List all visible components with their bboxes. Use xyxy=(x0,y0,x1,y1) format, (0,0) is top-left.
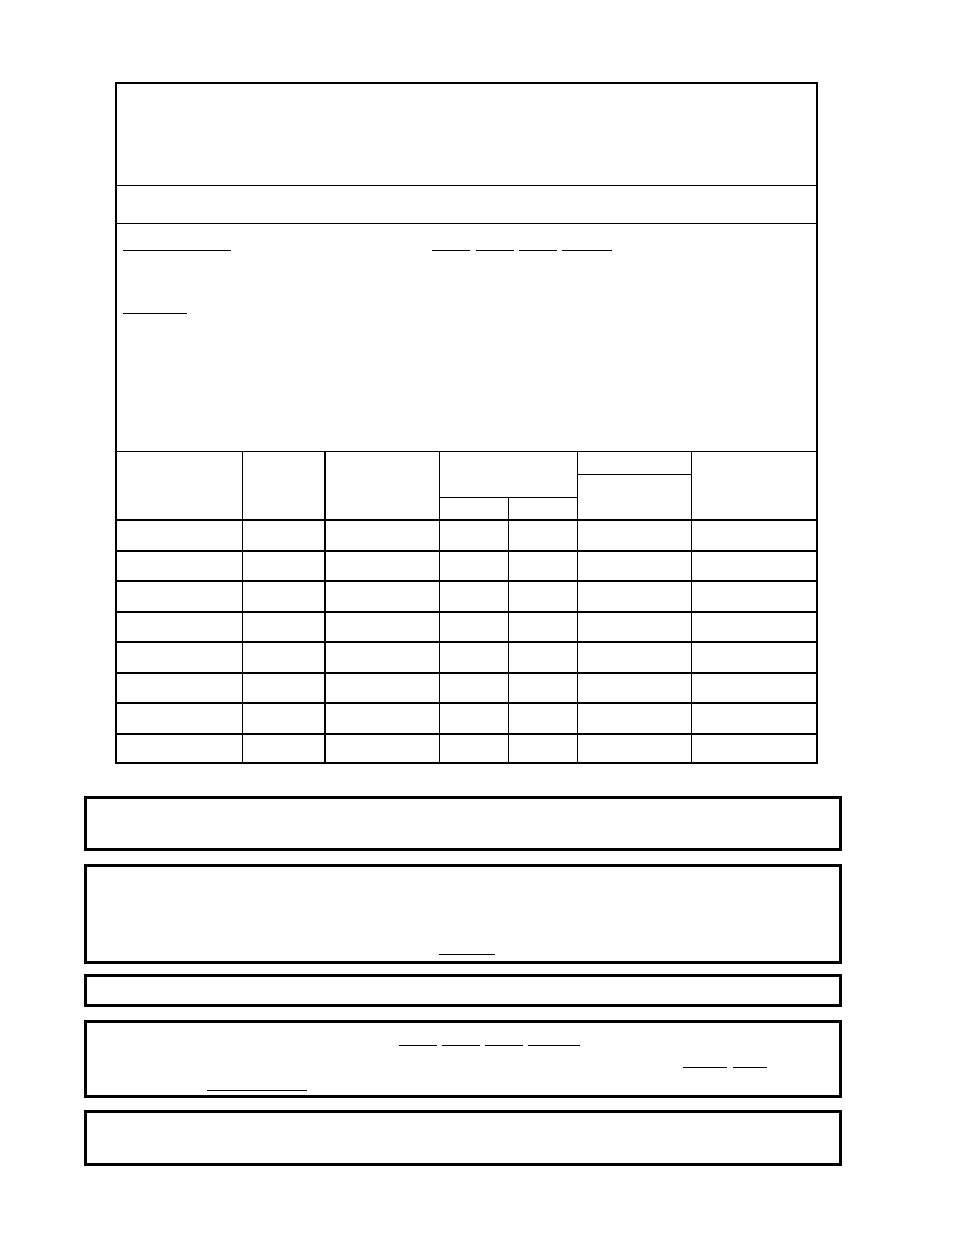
table-top-divider xyxy=(117,451,816,452)
row-line-6 xyxy=(117,702,816,704)
header-subdivider-group xyxy=(439,497,577,498)
box-2-blank[interactable] xyxy=(439,954,495,955)
col-divider-1 xyxy=(242,451,243,764)
col-divider-4 xyxy=(508,497,509,764)
date-field-3[interactable] xyxy=(519,250,557,251)
row-line-4 xyxy=(117,641,816,643)
box-4 xyxy=(84,1020,842,1098)
col-divider-5 xyxy=(577,451,578,764)
form-subheader xyxy=(117,186,816,223)
col-divider-2 xyxy=(324,451,326,764)
box-4-field-a[interactable] xyxy=(683,1067,727,1068)
date-field-4[interactable] xyxy=(562,250,612,251)
form-frame xyxy=(115,82,818,764)
row-line-1 xyxy=(117,550,816,552)
row-line-2 xyxy=(117,580,816,582)
row-line-7 xyxy=(117,733,816,735)
box-5 xyxy=(84,1110,842,1166)
form-header xyxy=(117,84,816,185)
subheader-divider xyxy=(117,223,816,224)
section-field[interactable] xyxy=(123,313,187,314)
box-3 xyxy=(84,974,842,1007)
row-line-5 xyxy=(117,672,816,674)
date-field-2[interactable] xyxy=(476,250,514,251)
box-4-date-4[interactable] xyxy=(528,1045,580,1046)
date-field-1[interactable] xyxy=(432,250,470,251)
row-line-3 xyxy=(117,611,816,613)
box-4-field-b[interactable] xyxy=(733,1067,767,1068)
box-4-date-3[interactable] xyxy=(485,1045,523,1046)
box-4-date-2[interactable] xyxy=(442,1045,480,1046)
name-field[interactable] xyxy=(123,250,231,251)
box-2 xyxy=(84,864,842,964)
col-divider-6 xyxy=(691,451,692,764)
header-bottom-line xyxy=(117,519,816,521)
box-4-field-c[interactable] xyxy=(207,1090,307,1091)
header-subdivider-single xyxy=(577,474,691,475)
box-4-date-1[interactable] xyxy=(399,1045,437,1046)
box-1 xyxy=(84,796,842,851)
